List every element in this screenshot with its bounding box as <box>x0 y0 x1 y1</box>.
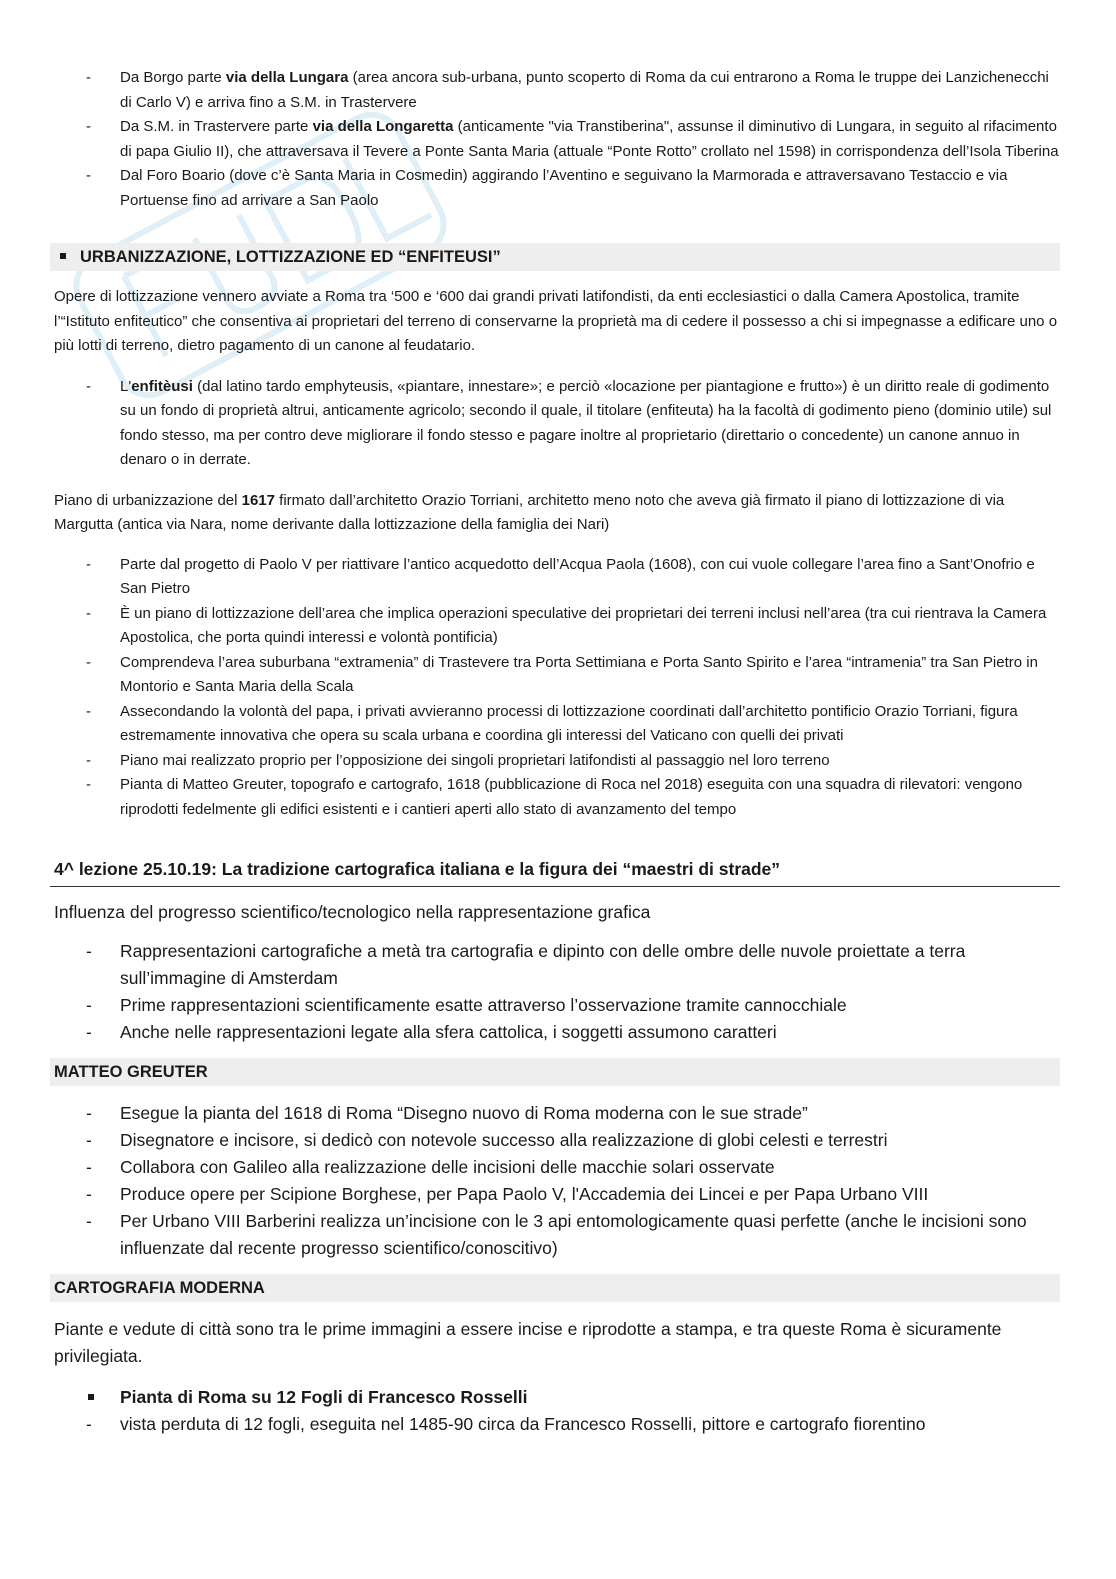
intro-list <box>50 66 1060 213</box>
paragraph-cartografia: Piante e vedute di città sono tra le prime immagini a essere incise e riprodotte a stampa, e tra queste Roma è sicuramente privilegiata. <box>54 1319 1002 1366</box>
rosselli-heading-list <box>50 1384 1060 1411</box>
list-item: - Parte dal progetto di Paolo V per riattivare l’antico acquedotto dell’Acqua Paola (1608), con cui vuole collegare l’area fino a Sant’Onofrio e San Pietro <box>50 553 1060 602</box>
list-item: - Dal Foro Boario (dove c’è Santa Maria in Cosmedin) aggirando l’Aventino e seguivano la Marmorada e attraversavano Testaccio e via Portuense fino ad arrivare a San Paolo <box>50 164 1060 213</box>
paragraph-lottizzazione: Opere di lottizzazione vennero avviate a Roma tra ‘500 e ‘600 dai grandi privati latifondisti, da enti ecclesiastici o dalla Camera Apostolica, tramite l’“Istituto enfiteutico” che consentiva ai proprietari del terreno di conservarne la proprietà ma di cedere il possesso a chi si impegnasse a edificare uno o più lotti di terreno, dietro pagamento di un canone al feudatario. <box>54 288 1058 354</box>
square-bullet-icon <box>60 253 66 259</box>
list-item: - Da S.M. in Trastervere parte via della Longaretta (anticamente "via Transtiberina", assunse il diminutivo di Lungara, in seguito al rifacimento di papa Giulio II), che attraversava il Tevere a Ponte Santa Maria (attuale “Ponte Rotto” crollato nel 1598) in corrispondenza dell’Isola Tiberina <box>50 115 1060 164</box>
greuter-list <box>50 1100 1060 1262</box>
list-item: - vista perduta di 12 fogli, eseguita nel 1485-90 circa da Francesco Rosselli, pittore e cartografo fiorentino <box>50 1411 1060 1438</box>
list-item: - Prime rappresentazioni scientificamente esatte attraverso l’osservazione tramite cannocchiale <box>50 992 1060 1019</box>
piano-list <box>50 553 1060 823</box>
lesson-intro: Influenza del progresso scientifico/tecnologico nella rappresentazione grafica <box>54 902 651 922</box>
list-item: Pianta di Roma su 12 Fogli di Francesco Rosselli <box>50 1384 1060 1411</box>
list-item: - Rappresentazioni cartografiche a metà tra cartografia e dipinto con delle ombre delle nuvole proiettate a terra sull’immagine di Amsterdam <box>50 938 1060 992</box>
section-heading-cartografia: CARTOGRAFIA MODERNA <box>50 1274 1060 1302</box>
section-heading-urbanizzazione: URBANIZZAZIONE, LOTTIZZAZIONE ED “ENFITEUSI” <box>50 243 1060 271</box>
document-content <box>50 66 1060 1438</box>
list-item: - Piano mai realizzato proprio per l’opposizione dei singoli proprietari latifondisti al passaggio nel loro terreno <box>50 749 1060 774</box>
lesson-list <box>50 938 1060 1046</box>
list-item: - Disegnatore e incisore, si dedicò con notevole successo alla realizzazione di globi celesti e terrestri <box>50 1127 1060 1154</box>
list-item: - È un piano di lottizzazione dell’area che implica operazioni speculative dei proprietari dei terreni inclusi nell’area (tra cui rientrava la Camera Apostolica, che porta quindi interessi e volontà pontificia) <box>50 602 1060 651</box>
list-item: - Per Urbano VIII Barberini realizza un’incisione con le 3 api entomologicamente quasi perfette (anche le incisioni sono influenzate dal recente progresso scientifico/conoscitivo) <box>50 1208 1060 1262</box>
list-item: - Produce opere per Scipione Borghese, per Papa Paolo V, l'Accademia dei Lincei e per Papa Urbano VIII <box>50 1181 1060 1208</box>
list-item: - Collabora con Galileo alla realizzazione delle incisioni delle macchie solari osservate <box>50 1154 1060 1181</box>
enfiteusi-list <box>50 375 1060 473</box>
list-item: - Comprendeva l’area suburbana “extramenia” di Trastevere tra Porta Settimiana e Porta Santo Spirito e l’area “intramenia” tra San Pietro in Montorio e Santa Maria della Scala <box>50 651 1060 700</box>
list-item: - Esegue la pianta del 1618 di Roma “Disegno nuovo di Roma moderna con le sue strade” <box>50 1100 1060 1127</box>
list-item: - Anche nelle rappresentazioni legate alla sfera cattolica, i soggetti assumono caratteri <box>50 1019 1060 1046</box>
list-item: - Pianta di Matteo Greuter, topografo e cartografo, 1618 (pubblicazione di Roca nel 2018) eseguita con una squadra di rilevatori: vengono riprodotti fedelmente gli edifici esistenti e i cantieri aperti allo stato di avanzamento del tempo <box>50 773 1060 822</box>
list-item: - Da Borgo parte via della Lungara (area ancora sub-urbana, punto scoperto di Roma da cui entrarono a Roma le truppe dei Lanzichenecchi di Carlo V) e arriva fino a S.M. in Trastervere <box>50 66 1060 115</box>
rosselli-list <box>50 1411 1060 1438</box>
list-item: - L'enfitèusi (dal latino tardo emphyteusis, «piantare, innestare»; e perciò «locazione per piantagione e frutto») è un diritto reale di godimento su un fondo di proprietà altrui, anticamente agricolo; secondo il quale, il titolare (enfiteuta) ha la facoltà di godimento pieno (dominio utile) sul fondo stesso, ma per contro deve migliorare il fondo stesso e pagare inoltre al proprietario (direttario o concedente) un canone annuo in denaro o in derrate. <box>50 375 1060 473</box>
paragraph-piano: Piano di urbanizzazione del 1617 firmato dall’architetto Orazio Torriani, architetto meno noto che aveva già firmato il piano di lottizzazione di via Margutta (antica via Nara, nome derivante dalla lottizzazione della famiglia dei Nari) <box>54 491 1005 533</box>
list-item: - Assecondando la volontà del papa, i privati avvieranno processi di lottizzazione coordinati dall’architetto pontificio Orazio Torriani, figura estremamente innovativa che opera su scala urbana e coordina gli interessi del Vaticano con quelli dei privati <box>50 700 1060 749</box>
section-heading-greuter: MATTEO GREUTER <box>50 1058 1060 1086</box>
lesson-title: 4^ lezione 25.10.19: La tradizione cartografica italiana e la figura dei “maestri di strade” <box>50 856 1060 887</box>
